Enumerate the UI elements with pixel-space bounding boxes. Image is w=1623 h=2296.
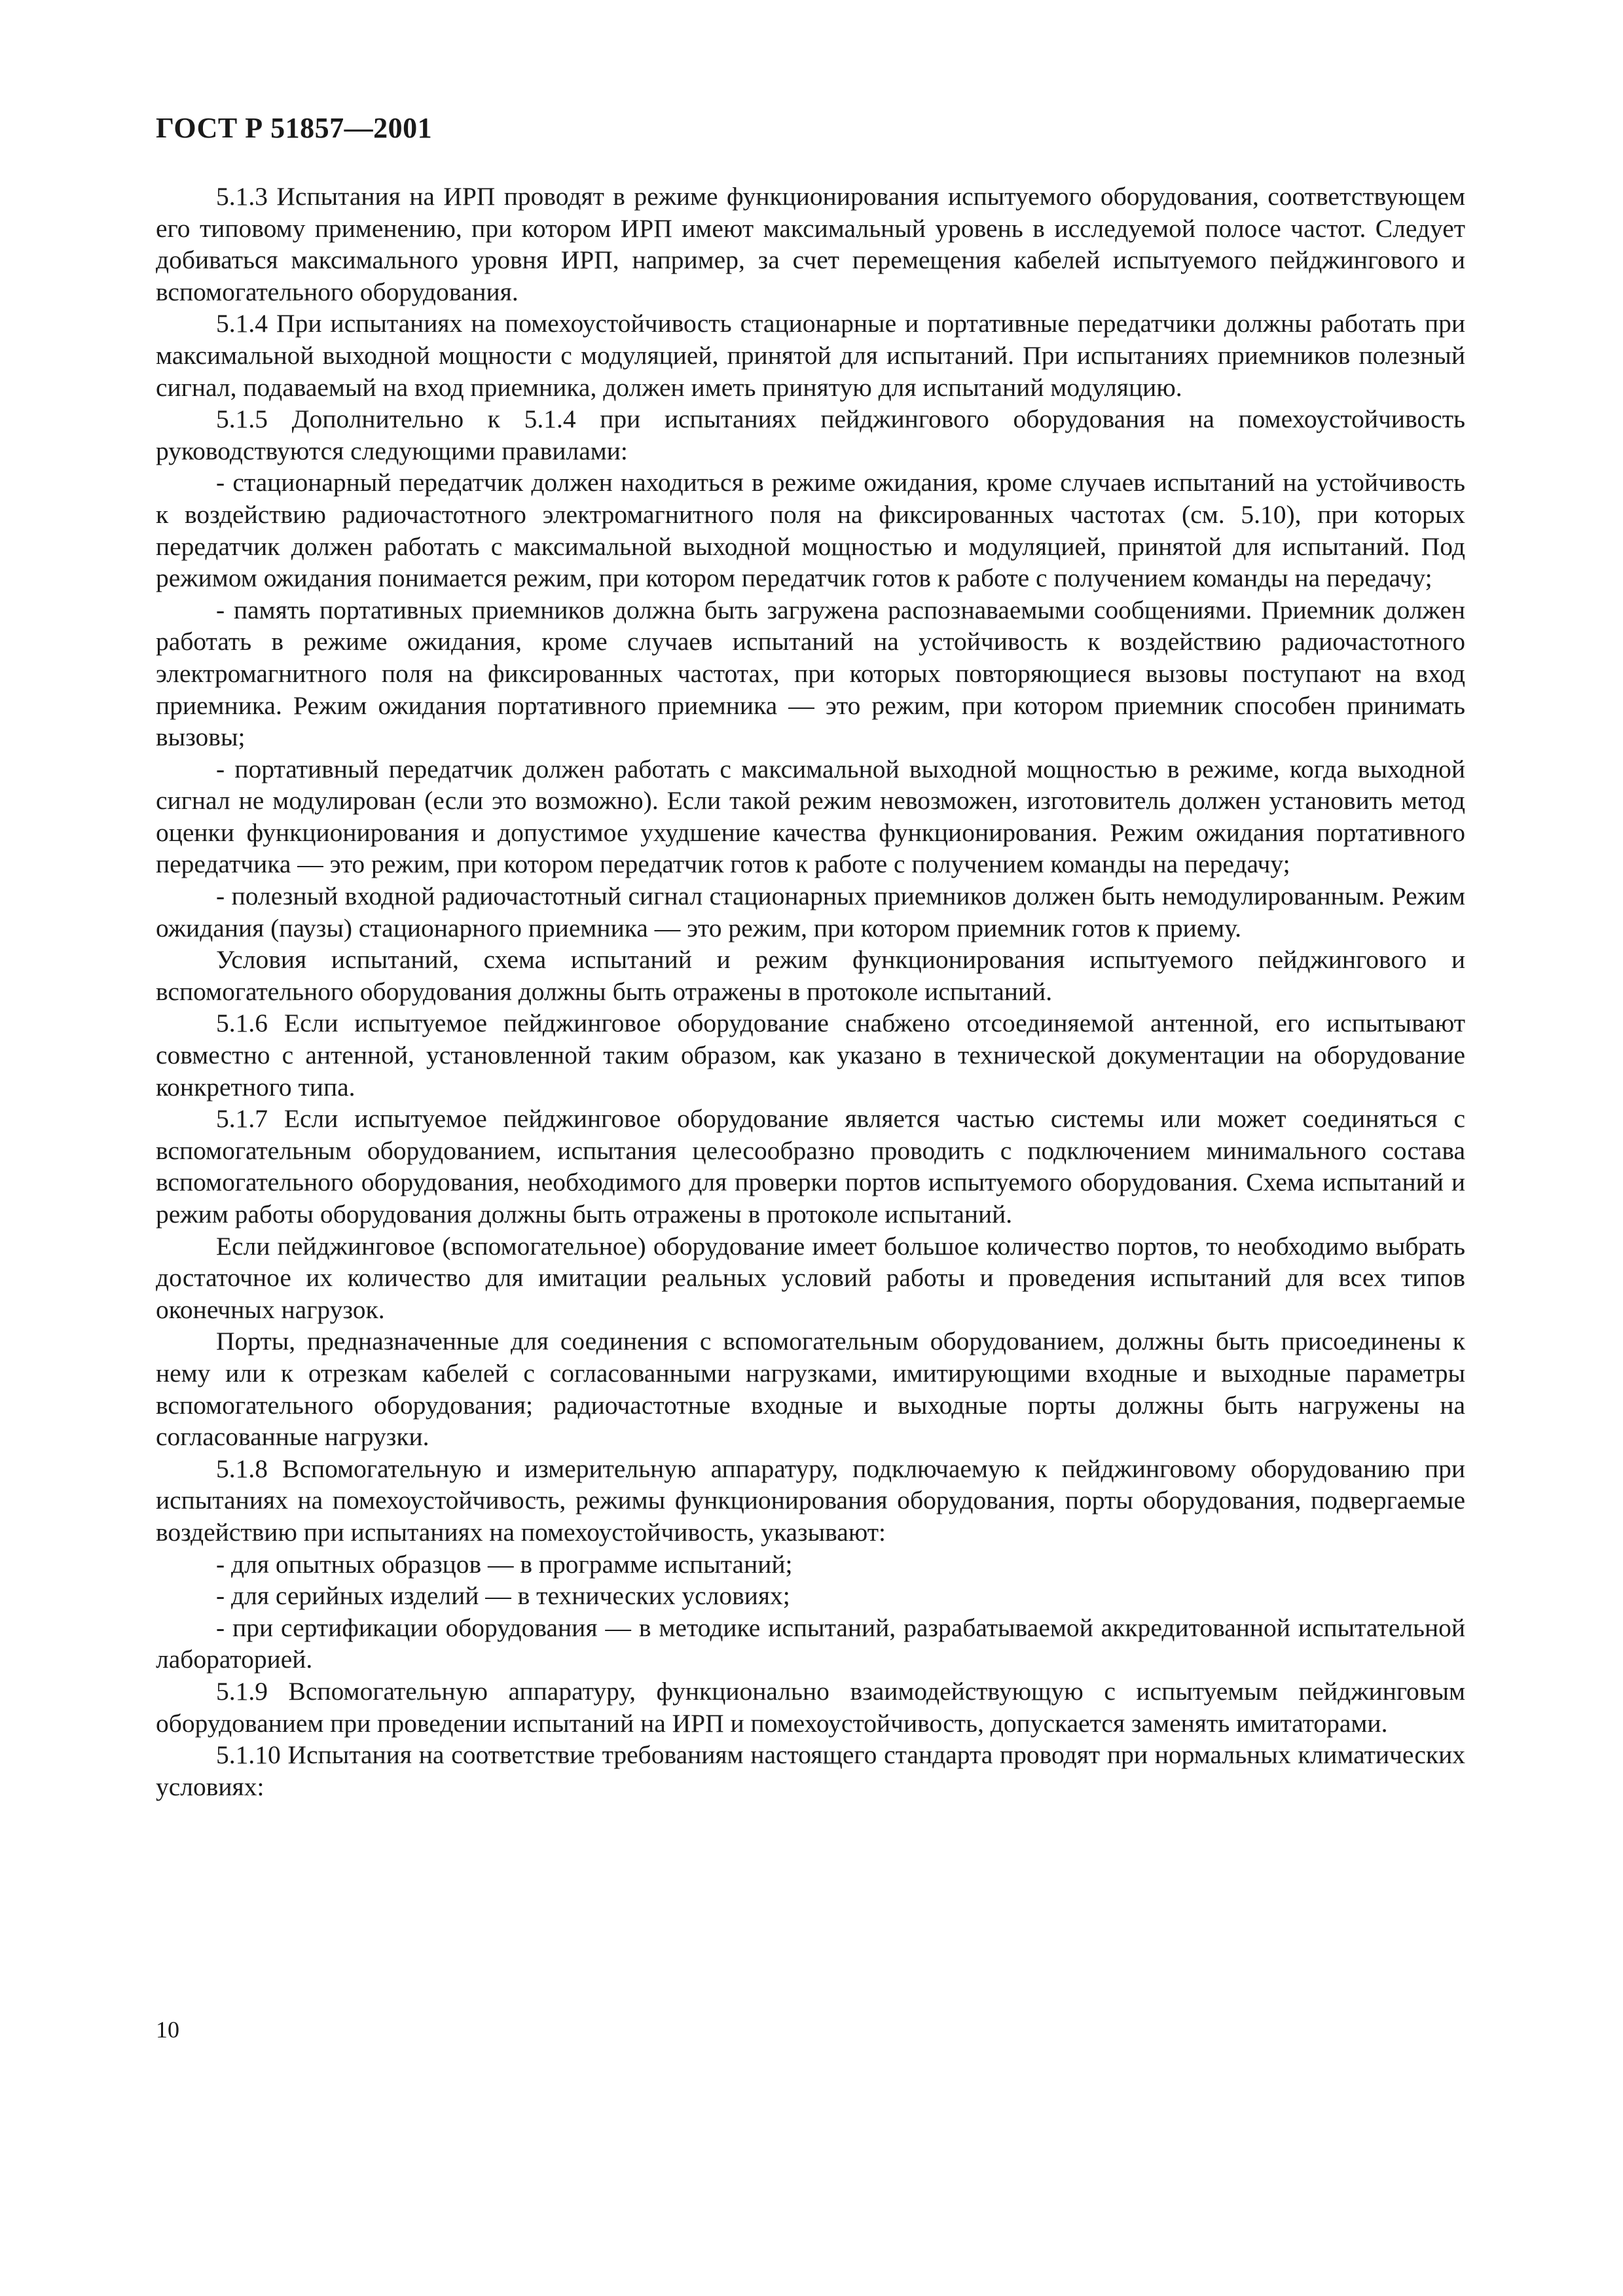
paragraph-5-1-7: 5.1.7 Если испытуемое пейджинговое оборудование является частью системы или может соединяться с вспомогательным оборудованием, испытания целесообразно проводить с подключением минимального состава вспомогательного оборудования, необходимого для проверки портов испытуемого оборудования. Схема испытаний и режим работы оборудования должны быть отражены в протоколе испытаний. [156,1104,1465,1229]
paragraph-5-1-3: 5.1.3 Испытания на ИРП проводят в режиме функционирования испытуемого оборудования, соответствующем его типовому применению, при котором ИРП имеют максимальный уровень в исследуемой полосе частот. Следует добиваться максимального уровня ИРП, например, за счет перемещения кабелей испытуемого пейджингового и вспомогательного оборудования. [156,182,1465,306]
paragraph-5-1-8: 5.1.8 Вспомогательную и измерительную аппаратуру, подключаемую к пейджинговому оборудованию при испытаниях на помехоустойчивость, режимы функционирования оборудования, порты оборудования, подвергаемые воздействию при испытаниях на помехоустойчивость, указывают: [156,1454,1465,1547]
list-item-portable-transmitter: - портативный передатчик должен работать с максимальной выходной мощностью в режиме, когда выходной сигнал не модулирован (если это возможно). Если такой режим невозможен, изготовитель должен установить метод оценки функционирования и допустимое ухудшение качества функционирования. Режим ожидания портативного передатчика — это режим, при котором передатчик готов к работе с получением команды на передачу; [156,754,1465,879]
paragraph-5-1-5: 5.1.5 Дополнительно к 5.1.4 при испытаниях пейджингового оборудования на помехоустойчивость руководствуются следующими правилами: [156,404,1465,465]
paragraph-5-1-10: 5.1.10 Испытания на соответствие требованиям настоящего стандарта проводят при нормальных климатических условиях: [156,1740,1465,1801]
paragraph-test-conditions: Условия испытаний, схема испытаний и режим функционирования испытуемого пейджингового и вспомогательного оборудования должны быть отражены в протоколе испытаний. [156,945,1465,1006]
paragraph-5-1-6: 5.1.6 Если испытуемое пейджинговое оборудование снабжено отсоединяемой антенной, его испытывают совместно с антенной, установленной таким образом, как указано в технической документации на оборудование конкретного типа. [156,1009,1465,1102]
paragraph-ports-quantity: Если пейджинговое (вспомогательное) оборудование имеет большое количество портов, то необходимо выбрать достаточное их количество для имитации реальных условий работы и проведения испытаний для всех типов оконечных нагрузок. [156,1231,1465,1324]
list-item-portable-receivers: - память портативных приемников должна быть загружена распознаваемыми сообщениями. Приемник должен работать в режиме ожидания, кроме случаев испытаний на устойчивость к воздействию радиочастотного электромагнитного поля на фиксированных частотах, при которых повторяющиеся вызовы поступают на вход приемника. Режим ожидания портативного приемника — это режим, при котором приемник способен принимать вызовы; [156,595,1465,752]
document-code: ГОСТ Р 51857—2001 [156,112,433,144]
paragraph-ports-connection: Порты, предназначенные для соединения с вспомогательным оборудованием, должны быть присоединены к нему или к отрезкам кабелей с согласованными нагрузками, имитирующими входные и выходные параметры вспомогательного оборудования; радиочастотные входные и выходные порты должны быть нагружены на согласованные нагрузки. [156,1327,1465,1452]
list-item-serial-products: - для серийных изделий — в технических условиях; [216,1581,790,1611]
paragraph-5-1-9: 5.1.9 Вспомогательную аппаратуру, функционально взаимодействующую с испытуемым пейджинговым оборудованием при проведении испытаний на ИРП и помехоустойчивость, допускается заменять имитаторами. [156,1676,1465,1738]
paragraph-5-1-4: 5.1.4 При испытаниях на помехоустойчивость стационарные и портативные передатчики должны работать при максимальной выходной мощности с модуляцией, принятой для испытаний. При испытаниях приемников полезный сигнал, подаваемый на вход приемника, должен иметь принятую для испытаний модуляцию. [156,309,1465,402]
list-item-prototypes: - для опытных образцов — в программе испытаний; [216,1549,793,1579]
list-item-certification: - при сертификации оборудования — в методике испытаний, разрабатываемой аккредитованной испытательной лабораторией. [156,1613,1465,1674]
list-item-stationary-receivers: - полезный входной радиочастотный сигнал стационарных приемников должен быть немодулированным. Режим ожидания (паузы) стационарного приемника — это режим, при котором приемник готов к приему. [156,882,1465,942]
document-body [156,181,1465,1803]
list-item-stationary-transmitter: - стационарный передатчик должен находиться в режиме ожидания, кроме случаев испытаний на устойчивость к воздействию радиочастотного электромагнитного поля на фиксированных частотах (см. 5.10), при которых передатчик должен работать с максимальной выходной мощностью и модуляцией, принятой для испытаний. Под режимом ожидания понимается режим, при котором передатчик готов к работе с получением команды на передачу; [156,468,1465,593]
page-number: 10 [156,2017,179,2043]
